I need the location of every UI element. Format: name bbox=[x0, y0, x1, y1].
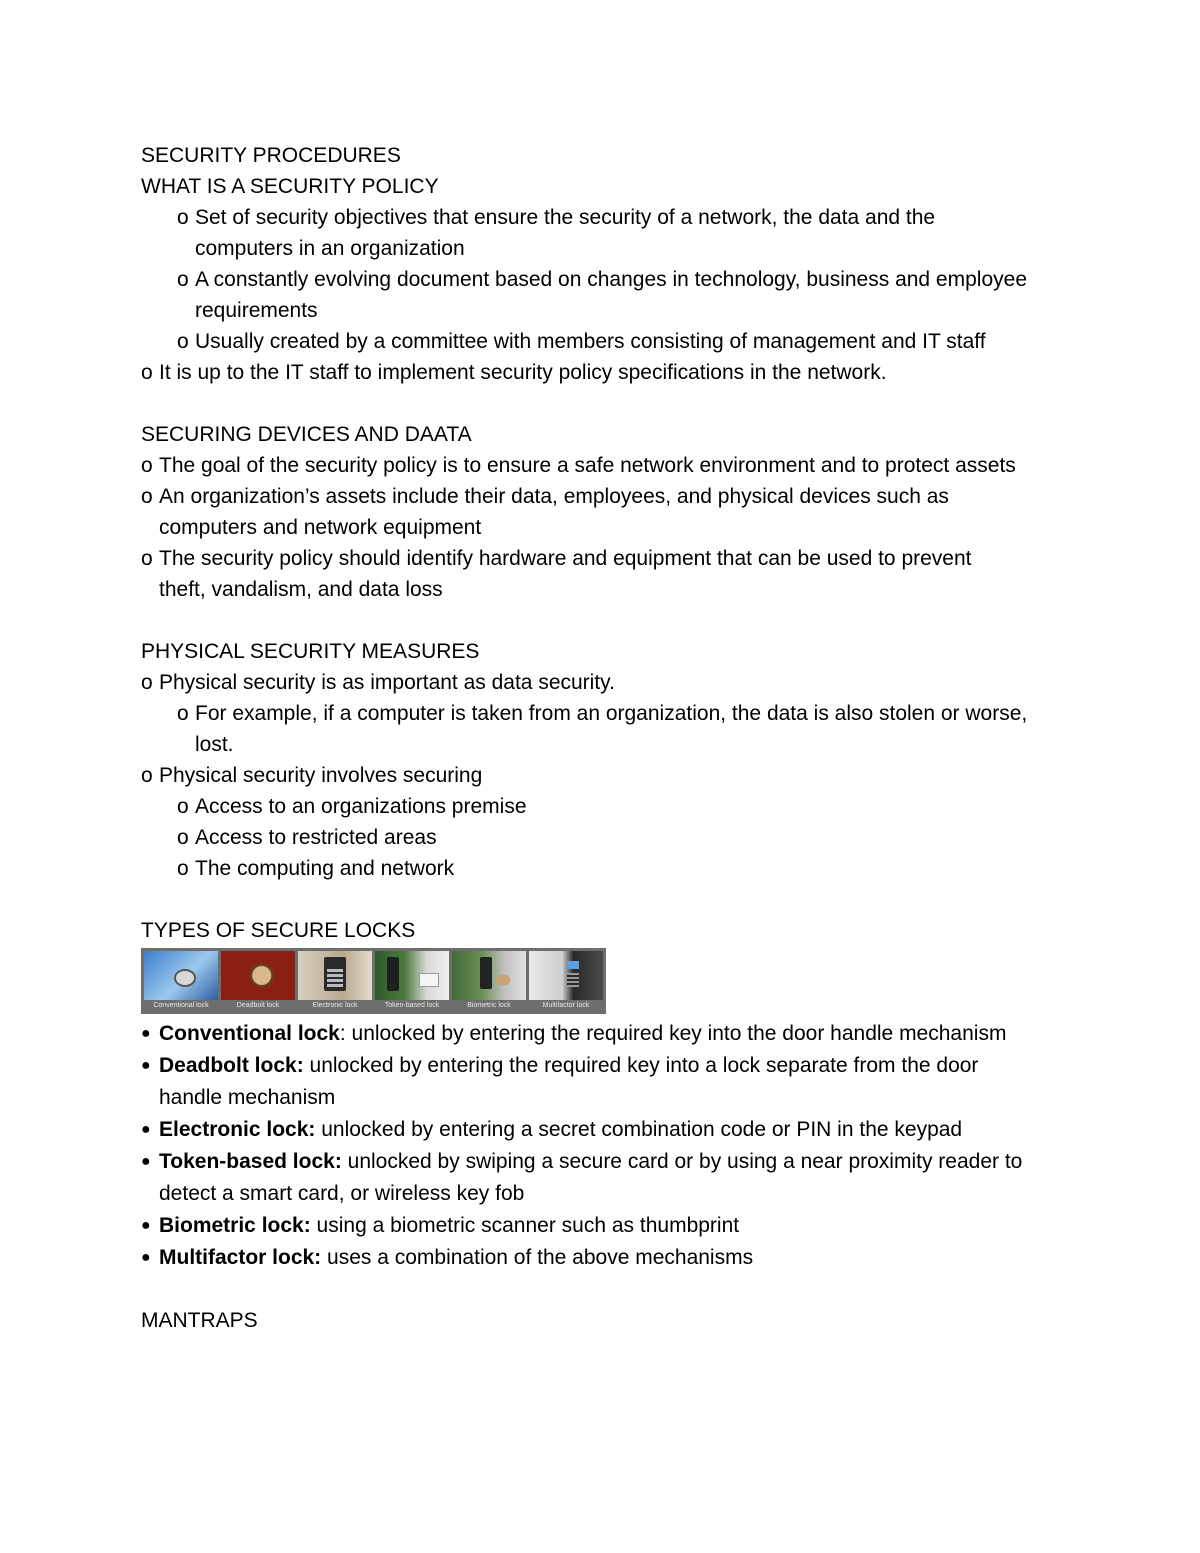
list-item bbox=[141, 357, 1071, 388]
lock-caption: Biometric lock bbox=[467, 1002, 511, 1009]
list-item bbox=[141, 481, 1071, 512]
hollow-bullet-icon: o bbox=[177, 268, 189, 291]
biometric-lock-picture bbox=[452, 951, 526, 1000]
list-item-text: The security policy should identify hardware and equipment that can be used to prevent bbox=[159, 547, 972, 570]
list-item bbox=[141, 1050, 1071, 1082]
list-item-continuation: detect a smart card, or wireless key fob bbox=[159, 1182, 525, 1205]
list-item bbox=[141, 1018, 1071, 1050]
lock-photo-multifactor bbox=[529, 951, 603, 1011]
lock-caption: Electronic lock bbox=[312, 1002, 358, 1009]
list-item-text: It is up to the IT staff to implement security policy specifications in the network. bbox=[159, 361, 887, 384]
lock-description: : unlocked by entering the required key into the door handle mechanism bbox=[339, 1022, 1007, 1045]
list-item-continuation: theft, vandalism, and data loss bbox=[159, 578, 443, 601]
lock-term: Multifactor lock: bbox=[159, 1246, 322, 1269]
list-item-text: Usually created by a committee with members consisting of management and IT staff bbox=[195, 330, 986, 353]
list-item-text: An organization’s assets include their data, employees, and physical devices such as bbox=[159, 485, 949, 508]
list-item bbox=[141, 822, 1071, 853]
lock-photo-conventional bbox=[144, 951, 218, 1011]
lock-photo-deadbolt bbox=[221, 951, 295, 1011]
hollow-bullet-icon: o bbox=[177, 702, 189, 725]
lock-caption: Multifactor lock bbox=[542, 1002, 590, 1009]
solid-bullet-icon: ● bbox=[141, 1249, 151, 1266]
lock-term: Token-based lock: bbox=[159, 1150, 342, 1173]
heading-secure-locks: TYPES OF SECURE LOCKS bbox=[141, 919, 416, 942]
list-item bbox=[141, 698, 1071, 729]
lock-description: unlocked by entering a secret combination code or PIN in the keypad bbox=[315, 1118, 963, 1141]
hollow-bullet-icon: o bbox=[141, 454, 153, 477]
hollow-bullet-icon: o bbox=[141, 361, 153, 384]
deadbolt-lock-picture bbox=[221, 951, 295, 1000]
solid-bullet-icon: ● bbox=[141, 1057, 151, 1074]
solid-bullet-icon: ● bbox=[141, 1217, 151, 1234]
hollow-bullet-icon: o bbox=[177, 330, 189, 353]
list-item bbox=[141, 760, 1071, 791]
lock-caption: Deadbolt lock bbox=[236, 1002, 280, 1009]
heading-security-procedures: SECURITY PROCEDURES bbox=[141, 144, 401, 167]
hollow-bullet-icon: o bbox=[141, 671, 153, 694]
list-item bbox=[141, 1114, 1071, 1146]
list-item-continuation: handle mechanism bbox=[159, 1086, 336, 1109]
lock-description: using a biometric scanner such as thumbprint bbox=[310, 1214, 740, 1237]
conventional-lock-picture bbox=[144, 951, 218, 1000]
list-item bbox=[141, 450, 1071, 481]
lock-types-image-strip bbox=[141, 948, 606, 1014]
list-item bbox=[141, 853, 1071, 884]
heading-security-policy: WHAT IS A SECURITY POLICY bbox=[141, 175, 439, 198]
hollow-bullet-icon: o bbox=[141, 764, 153, 787]
spacer bbox=[141, 884, 1071, 915]
list-item bbox=[141, 264, 1071, 295]
lock-caption: Conventional lock bbox=[153, 1002, 209, 1009]
list-item bbox=[141, 326, 1071, 357]
list-item-text: Physical security is as important as data security. bbox=[159, 671, 615, 694]
lock-photo-biometric bbox=[452, 951, 526, 1011]
lock-term: Deadbolt lock: bbox=[159, 1054, 304, 1077]
hollow-bullet-icon: o bbox=[141, 547, 153, 570]
token-based-lock-picture bbox=[375, 951, 449, 1000]
lock-term: Electronic lock: bbox=[159, 1118, 316, 1141]
list-item-text: Physical security involves securing bbox=[159, 764, 483, 787]
list-item-continuation: requirements bbox=[195, 299, 318, 322]
hollow-bullet-icon: o bbox=[177, 857, 189, 880]
spacer bbox=[141, 605, 1071, 636]
lock-description: unlocked by swiping a secure card or by using a near proximity reader to bbox=[341, 1150, 1023, 1173]
list-item bbox=[141, 667, 1071, 698]
solid-bullet-icon: ● bbox=[141, 1153, 151, 1170]
solid-bullet-icon: ● bbox=[141, 1121, 151, 1138]
list-item bbox=[141, 202, 1071, 233]
lock-photo-electronic bbox=[298, 951, 372, 1011]
list-item bbox=[141, 791, 1071, 822]
list-item bbox=[141, 543, 1071, 574]
list-item-text: A constantly evolving document based on changes in technology, business and employee bbox=[195, 268, 1027, 291]
lock-term: Biometric lock: bbox=[159, 1214, 311, 1237]
heading-physical-security: PHYSICAL SECURITY MEASURES bbox=[141, 640, 480, 663]
electronic-lock-picture bbox=[298, 951, 372, 1000]
list-item-text: Access to an organizations premise bbox=[195, 795, 527, 818]
list-item bbox=[141, 1146, 1071, 1178]
list-item-text: The goal of the security policy is to ensure a safe network environment and to protect assets bbox=[159, 454, 1016, 477]
list-item-text: Set of security objectives that ensure the security of a network, the data and the bbox=[195, 206, 936, 229]
list-item-continuation: computers and network equipment bbox=[159, 516, 482, 539]
spacer bbox=[141, 388, 1071, 419]
lock-photo-token-based bbox=[375, 951, 449, 1011]
list-item-continuation: computers in an organization bbox=[195, 237, 465, 260]
list-item-text: For example, if a computer is taken from an organization, the data is also stolen or worse, bbox=[195, 702, 1028, 725]
list-item-text: Access to restricted areas bbox=[195, 826, 437, 849]
list-item-text: The computing and network bbox=[195, 857, 455, 880]
hollow-bullet-icon: o bbox=[177, 206, 189, 229]
heading-securing-devices: SECURING DEVICES AND DAATA bbox=[141, 423, 472, 446]
lock-description: unlocked by entering the required key into a lock separate from the door bbox=[303, 1054, 979, 1077]
hollow-bullet-icon: o bbox=[177, 795, 189, 818]
lock-term: Conventional lock bbox=[159, 1022, 340, 1045]
multifactor-lock-picture bbox=[529, 951, 603, 1000]
lock-caption: Token-based lock bbox=[384, 1002, 440, 1009]
hollow-bullet-icon: o bbox=[141, 485, 153, 508]
spacer bbox=[141, 1274, 1071, 1305]
list-item bbox=[141, 1242, 1071, 1274]
lock-description: uses a combination of the above mechanisms bbox=[321, 1246, 754, 1269]
solid-bullet-icon: ● bbox=[141, 1025, 151, 1042]
list-item bbox=[141, 1210, 1071, 1242]
list-item-continuation: lost. bbox=[195, 733, 234, 756]
hollow-bullet-icon: o bbox=[177, 826, 189, 849]
heading-mantraps: MANTRAPS bbox=[141, 1309, 258, 1332]
document-content bbox=[141, 140, 1071, 1336]
